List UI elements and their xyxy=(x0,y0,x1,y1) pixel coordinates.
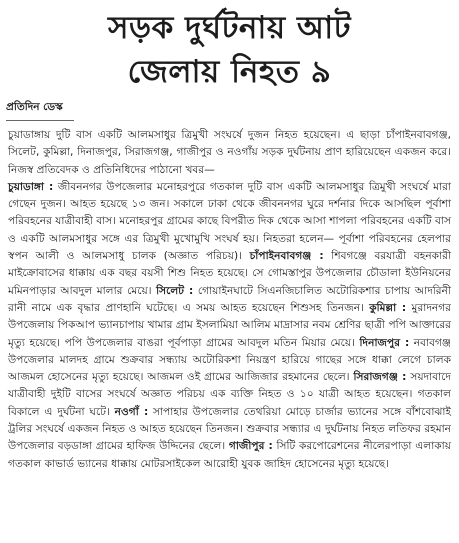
place-cumilla: কুমিল্লা : xyxy=(369,301,407,314)
place-gazipur: গাজীপুর : xyxy=(228,440,273,453)
place-sylhet: সিলেট : xyxy=(156,284,194,297)
report-cumilla: মুরাদনগর উপজেলায় পিকআপ ভ্যানচাপায় খামার গ্রাম ইসলামিয়া আলিম মাদ্রাসার নবম শ্রেণির ছাত্রী পপি আক্তারের মৃত্যু হয়েছে। পপি উপজেলার বাঙরা পূর্বপাড়া গ্রামের আবদুল মতিন মিয়ার মেয়ে। xyxy=(8,301,451,349)
article-text xyxy=(8,127,451,473)
byline: প্রতিদিন ডেস্ক xyxy=(6,100,74,121)
place-dinajpur: দিনাজপুর : xyxy=(359,336,410,349)
headline-line-1: সড়ক দুর্ঘটনায় আট xyxy=(107,10,351,46)
report-chapainawabganj: শিবগঞ্জে বরযাত্রী বহনকারী মাইক্রোবাসের ধাক্কায় এক বছর বয়সী শিশু নিহত হয়েছে। সে গোমস্তাপুর উপজেলার চৌডালা ইউনিয়নের মমিনপাড়ার আবদুল মালার মেয়ে। xyxy=(8,250,452,297)
intro-text: চুয়াডাঙ্গায় দুটি বাস একটি আলমসাধুর ত্রিমুখী সংঘর্ষে দুজন নিহত হয়েছেন। এ ছাড়া চাঁপাইনবাবগঞ্জ, সিলেট, কুমিল্লা, দিনাজপুর, সিরাজগঞ্জ, গাজীপুর ও নওগাঁয় সড়ক দুর্ঘটনায় প্রাণ হারিয়েছেন একজন করে। নিজস্ব প্রতিবেদক ও প্রতিনিধিদের পাঠানো খবর— xyxy=(8,129,451,176)
headline xyxy=(0,0,459,94)
place-naogaon: নওগাঁ : xyxy=(114,405,149,418)
report-sylhet: গোয়াইনঘাটে সিএনজিচালিত অটোরিকশার চাপায় আদরিনী রানী নামে এক বৃদ্ধার প্রাণহানি ঘটেছে। এ সময় আহত হয়েছেন শিশুসহ তিনজন। xyxy=(8,284,451,314)
report-gazipur: সিটি করপোরেশনের নীলেরপাড়া এলাকায় গতকাল কাভার্ড ভ্যানের ধাক্কায় মোটরসাইকেল আরোহী যুবক জাহিদ হোসেনের মৃত্যু হয়েছে। xyxy=(8,440,451,470)
report-sirajganj: সয়দাবাদে যাত্রীবাহী দুইটি বাসের সংঘর্ষে অজ্ঞাত পরিচয় এক ব্যক্তি নিহত ও ১০ যাত্রী আহত হয়েছেন। গতকাল বিকালে এ দুর্ঘটনা ঘটে। xyxy=(8,371,451,418)
place-sirajganj: সিরাজগঞ্জ : xyxy=(353,371,407,384)
report-dinajpur: নবাবগঞ্জ উপজেলার মালদহ গ্রামে শুক্রবার সন্ধ্যায় অটোরিকশা নিয়ন্ত্রণ হারিয়ে গাছের সঙ্গে ধাক্কা লেগে চালক আজমল হোসেনের মৃত্যু হয়েছে। আজমল ওই গ্রামের আজিজার রহমানের ছেলে। xyxy=(8,336,451,384)
place-chapainawabganj: চাঁপাইনবাবগঞ্জ : xyxy=(249,250,324,263)
article-body xyxy=(8,127,451,473)
headline-line-2: জেলায় নিহত ৯ xyxy=(127,54,332,90)
report-chuadanga: জীবননগর উপজেলার মনোহরপুরে গতকাল দুটি বাস একটি আলমসাধুর ত্রিমুখী সংঘর্ষে মারা গেছেন দুজন। আহত হয়েছে ১৩ জন। সকালে ঢাকা থেকে জীবননগর ঘুরে দর্শনার দিকে আসছিল পূর্বাশা পরিবহনের যাত্রীবাহী বাস। মনোহরপুর গ্রামের কাছে বিপরীত দিক থেকে আসা শাপলা পরিবহনের একটি বাস ও একটি আলমসাধুর সঙ্গে এর ত্রিমুখী মুখোমুখি সংঘর্ষ হয়। নিহতরা হলেন— পূর্বাশা পরিবহনের হেলপার স্বপন আলী ও আলমসাধু চালক (অজ্ঞাত পরিচয়)। xyxy=(8,180,452,263)
place-chuadanga: চুয়াডাঙ্গা : xyxy=(8,180,54,193)
report-naogaon: সাপাহার উপজেলার তেথরিয়া মোড়ে চার্জার ভ্যানের সঙ্গে বাঁশবোঝাই ট্রলির সংঘর্ষে একজন নিহত ও আহত হয়েছেন তিনজন। শুক্রবার সন্ধ্যার এ দুর্ঘটনায় নিহত লতিফর রহমান উপজেলার বড়ডাঙ্গা গ্রামের হাফিজ উদ্দিনের ছেলে। xyxy=(8,405,452,453)
